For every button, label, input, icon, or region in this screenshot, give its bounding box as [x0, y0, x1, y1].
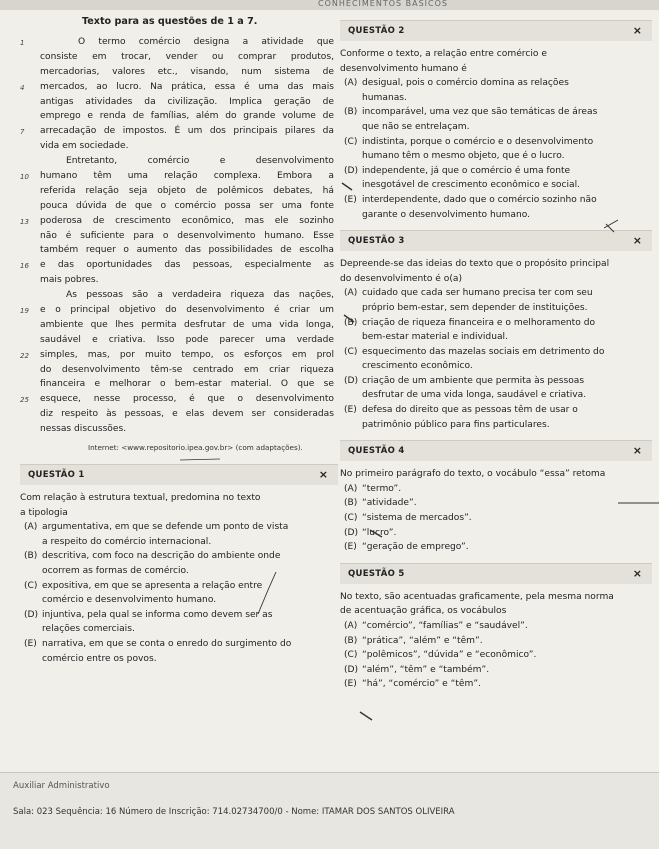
option-text: injuntiva, pela qual se informa como devem ser as	[42, 609, 273, 620]
option-text: criação de um ambiente que permita às pessoas	[362, 375, 585, 386]
close-icon[interactable]: ×	[318, 468, 328, 482]
option-text: “lucro”.	[362, 527, 397, 538]
line-number: 1	[20, 39, 25, 47]
answer-option-d[interactable]	[340, 663, 652, 678]
question-1	[20, 491, 338, 666]
option-letter: (D)	[24, 609, 39, 620]
answer-option-e[interactable]	[340, 403, 652, 432]
option-text: ocorrem as formas de comércio.	[42, 566, 189, 577]
option-text: “comércio”, “famílias” e “saudável”.	[362, 621, 528, 631]
text-line	[20, 124, 338, 139]
answer-option-d[interactable]	[340, 164, 652, 193]
answer-option-a[interactable]	[20, 520, 338, 549]
option-text: argumentativa, em que se defende um ponto de vista	[42, 522, 289, 533]
line-number: 22	[20, 351, 29, 360]
stem-line: Conforme o texto, a relação entre comércio e	[340, 49, 547, 59]
question-5-title: QUESTÃO 5	[348, 568, 405, 579]
option-letter: (D)	[344, 165, 359, 176]
answer-option-c[interactable]	[340, 135, 652, 164]
line-text: nessas discussões.	[40, 424, 127, 435]
footer-candidate-info: Sala: 023 Sequência: 16 Número de Inscrição: 714.02734700/0 - Nome: ITAMAR DOS SANTOS OLIVEIRA	[13, 807, 455, 817]
answer-option-b[interactable]	[340, 105, 652, 134]
question-stem	[340, 467, 652, 482]
question-2-title: QUESTÃO 2	[348, 26, 405, 36]
option-text: comércio e desenvolvimento humano.	[42, 595, 217, 606]
line-text: vida em sociedade.	[40, 141, 129, 152]
option-text: próprio bem-estar, sem depender de instituições.	[362, 302, 588, 313]
answer-option-b[interactable]	[340, 634, 652, 649]
option-text: relações comerciais.	[42, 624, 135, 635]
text-line	[20, 184, 338, 199]
left-column	[20, 16, 338, 666]
option-letter: (B)	[344, 635, 358, 646]
question-2	[340, 47, 652, 222]
text-line	[20, 303, 338, 318]
option-text: comércio entre os povos.	[42, 653, 157, 664]
option-letter: (A)	[24, 522, 38, 533]
answer-option-b[interactable]	[340, 496, 652, 511]
reading-text	[20, 35, 338, 437]
option-text: narrativa, em que se conta o enredo do surgimento do	[42, 638, 292, 649]
option-letter: (D)	[344, 527, 359, 538]
line-text: e das oportunidades das pessoas, especialmente as	[40, 260, 334, 271]
option-letter: (A)	[344, 621, 358, 631]
option-letter: (E)	[24, 638, 37, 649]
close-icon[interactable]: ×	[632, 234, 642, 248]
line-text: diz respeito às pessoas, e elas devem ser consideradas	[40, 409, 334, 420]
option-text: incomparável, uma vez que são temáticas de áreas	[362, 107, 598, 118]
line-number: 10	[20, 173, 29, 182]
line-number: 25	[20, 396, 29, 405]
line-text: pouca dúvida de que o comércio possa ser uma fonte	[40, 200, 334, 211]
option-text: defesa do direito que as pessoas têm de usar o	[362, 405, 578, 416]
option-text: cuidado que cada ser humano precisa ter com seu	[362, 288, 593, 299]
question-stem	[340, 590, 652, 619]
line-number: 19	[20, 307, 29, 316]
option-text: “geração de emprego”.	[362, 542, 469, 553]
option-letter: (E)	[344, 405, 357, 416]
text-line	[20, 80, 338, 95]
answer-option-a[interactable]	[340, 482, 652, 497]
answer-option-c[interactable]	[340, 345, 652, 374]
stem-line: de acentuação gráfica, os vocábulos	[340, 606, 507, 617]
option-text: desigual, pois o comércio domina as relações	[362, 78, 569, 89]
answer-option-e[interactable]	[340, 193, 652, 222]
option-letter: (A)	[344, 78, 358, 89]
text-line	[20, 35, 338, 50]
line-text: saudável e criativa. Isso pode parecer uma verdade	[40, 334, 334, 345]
line-text: Entretanto, comércio e desenvolvimento	[66, 156, 334, 167]
text-line	[20, 407, 338, 422]
right-column	[340, 20, 652, 692]
text-line	[20, 65, 338, 80]
option-letter: (A)	[344, 483, 358, 494]
line-text: do desenvolvimento têm-se centrado em criar riqueza	[40, 364, 334, 375]
answer-option-a[interactable]	[340, 76, 652, 105]
text-line	[20, 243, 338, 258]
text-line	[20, 273, 338, 288]
reading-heading: Texto para as questões de 1 a 7.	[82, 16, 258, 27]
answer-option-c[interactable]	[340, 511, 652, 526]
line-text: humano têm uma relação complexa. Embora a	[40, 171, 334, 182]
text-line	[20, 169, 338, 184]
question-5	[340, 590, 652, 692]
line-number: 7	[20, 128, 25, 137]
reading-source: Internet: <www.repositorio.ipea.gov.br> (com adaptações).	[88, 443, 303, 453]
line-text: antigas atividades da civilização. Implica geração de	[40, 96, 334, 107]
question-3-title: QUESTÃO 3	[348, 236, 405, 247]
answer-option-d[interactable]	[20, 608, 338, 637]
stem-line: a tipologia	[20, 507, 68, 518]
line-text: ambiente que lhes permita desfrutar de uma vida longa,	[40, 319, 334, 330]
option-letter: (A)	[344, 288, 358, 299]
footer-role: Auxiliar Administrativo	[13, 781, 110, 791]
option-text: “sistema de mercados”.	[362, 513, 472, 524]
option-text: “polêmicos”, “dúvida” e “econômico”.	[362, 650, 537, 661]
option-text: interdependente, dado que o comércio sozinho não	[362, 194, 597, 205]
text-line	[20, 50, 338, 65]
option-letter: (C)	[344, 513, 358, 524]
option-letter: (E)	[344, 194, 357, 205]
line-text: emprego e renda de famílias, além do grande volume de	[40, 111, 334, 122]
text-line	[20, 377, 338, 392]
option-letter: (C)	[344, 650, 358, 661]
option-letter: (B)	[344, 317, 358, 328]
option-letter: (E)	[344, 542, 357, 553]
option-text: “além”, “têm” e “também”.	[362, 664, 490, 675]
text-line	[20, 422, 338, 437]
option-text: expositiva, em que se apresenta a relação entre	[42, 580, 263, 591]
option-text: descritiva, com foco na descrição do ambiente onde	[42, 551, 281, 562]
answer-option-c[interactable]	[20, 579, 338, 608]
text-line	[20, 154, 338, 169]
line-number: 16	[20, 262, 29, 271]
line-text: arrecadação de impostos. É um dos principais pilares da	[40, 126, 334, 137]
line-text: mercados, ao lucro. Na prática, essa é uma das mais	[40, 81, 334, 92]
question-stem	[340, 257, 652, 286]
line-text: financeira e melhorar o bem-estar material. O que se	[40, 379, 334, 390]
line-text: mais pobres.	[40, 275, 99, 286]
answer-option-d[interactable]	[340, 526, 652, 541]
text-line	[20, 392, 338, 407]
option-text: humanas.	[362, 92, 407, 103]
answer-option-a[interactable]	[340, 286, 652, 315]
option-text: que não se entrelaçam.	[362, 121, 470, 132]
text-line	[20, 139, 338, 154]
question-5-header	[340, 563, 652, 584]
option-letter: (D)	[344, 664, 359, 675]
close-icon[interactable]: ×	[632, 444, 642, 458]
question-1-header	[20, 464, 338, 485]
option-text: criação de riqueza financeira e o melhoramento do	[362, 317, 596, 328]
answer-option-e[interactable]	[340, 540, 652, 555]
line-text: simples, mas, por muito tempo, os esforços em prol	[40, 349, 334, 360]
answer-option-a[interactable]	[340, 619, 652, 634]
line-text: consiste em trocar, vender ou comprar produtos,	[40, 51, 334, 62]
stem-line: No texto, são acentuadas graficamente, pela mesma norma	[340, 591, 614, 602]
option-text: a respeito do comércio internacional.	[42, 536, 212, 547]
option-letter: (B)	[344, 498, 358, 509]
line-text: mercadorias, valores etc., visando, num sistema de	[40, 66, 334, 77]
line-text: O termo comércio designa a atividade que	[78, 37, 334, 47]
option-text: crescimento econômico.	[362, 361, 473, 372]
text-line	[20, 229, 338, 244]
stem-line: Com relação à estrutura textual, predomina no texto	[20, 493, 261, 504]
close-icon[interactable]: ×	[632, 566, 642, 580]
question-4	[340, 467, 652, 555]
text-line	[20, 214, 338, 229]
question-stem	[340, 47, 652, 76]
stem-line: Depreende-se das ideias do texto que o propósito principal	[340, 259, 610, 270]
answer-option-e[interactable]	[20, 637, 338, 666]
line-text: também requer o aumento das possibilidades de escolha	[40, 245, 334, 256]
stem-line: No primeiro parágrafo do texto, o vocábulo “essa” retoma	[340, 469, 606, 480]
option-letter: (B)	[24, 551, 38, 562]
text-line	[20, 288, 338, 303]
option-text: patrimônio público para fins particulares.	[362, 419, 550, 430]
line-text: e o principal objetivo do desenvolvimento é criar um	[40, 305, 334, 316]
question-3	[340, 257, 652, 432]
question-4-header	[340, 440, 652, 461]
option-letter: (B)	[344, 107, 358, 118]
option-text: “atividade”.	[362, 498, 417, 509]
option-text: garante o desenvolvimento humano.	[362, 209, 531, 220]
option-text: esquecimento das mazelas sociais em detrimento do	[362, 346, 605, 357]
answer-option-c[interactable]	[340, 648, 652, 663]
text-line	[20, 109, 338, 124]
text-line	[20, 363, 338, 378]
question-4-title: QUESTÃO 4	[348, 446, 405, 457]
line-text: não é suficiente para o desenvolvimento humano. Esse	[40, 230, 334, 241]
question-3-header	[340, 230, 652, 251]
question-stem	[20, 491, 338, 520]
line-text: esquece, nesse processo, é que o desenvolvimento	[40, 394, 334, 405]
text-line	[20, 318, 338, 333]
section-label: CONHECIMENTOS BÁSICOS	[318, 0, 448, 8]
close-icon[interactable]: ×	[632, 24, 642, 37]
text-line	[20, 258, 338, 273]
option-text: inesgotável de crescimento econômico e social.	[362, 180, 581, 191]
line-number: 4	[20, 83, 25, 92]
question-1-title: QUESTÃO 1	[28, 470, 85, 481]
text-line	[20, 95, 338, 110]
line-text: As pessoas são a verdadeira riqueza das nações,	[66, 290, 334, 301]
option-text: indistinta, porque o comércio e o desenvolvimento	[362, 136, 594, 147]
option-text: desfrutar de uma vida longa, saudável e criativa.	[362, 390, 587, 401]
answer-option-e[interactable]	[340, 677, 652, 692]
answer-option-b[interactable]	[340, 316, 652, 345]
text-line	[20, 348, 338, 363]
option-letter: (E)	[344, 679, 357, 690]
line-text: referida relação seja objeto de polêmicos debates, há	[40, 185, 334, 196]
question-2-header	[340, 20, 652, 41]
option-letter: (C)	[344, 346, 358, 357]
option-text: bem-estar material e individual.	[362, 332, 508, 343]
option-text: “termo”.	[362, 483, 402, 494]
option-letter: (C)	[344, 136, 358, 147]
text-line	[20, 199, 338, 214]
option-letter: (C)	[24, 580, 38, 591]
option-text: “há”, “comércio” e “têm”.	[362, 679, 481, 690]
answer-option-b[interactable]	[20, 549, 338, 578]
stem-line: do desenvolvimento é o(a)	[340, 273, 463, 284]
option-text: independente, já que o comércio é uma fonte	[362, 165, 571, 176]
footer	[0, 772, 659, 849]
top-strip	[0, 0, 659, 10]
option-text: “prática”, “além” e “têm”.	[362, 635, 483, 646]
option-text: humano têm o mesmo objeto, que é o lucro.	[362, 151, 565, 162]
option-letter: (D)	[344, 375, 359, 386]
answer-option-d[interactable]	[340, 374, 652, 403]
text-line	[20, 333, 338, 348]
stem-line: desenvolvimento humano é	[340, 63, 467, 74]
line-text: poderosa de crescimento econômico, mas ele sozinho	[40, 215, 334, 226]
line-number: 13	[20, 217, 29, 226]
